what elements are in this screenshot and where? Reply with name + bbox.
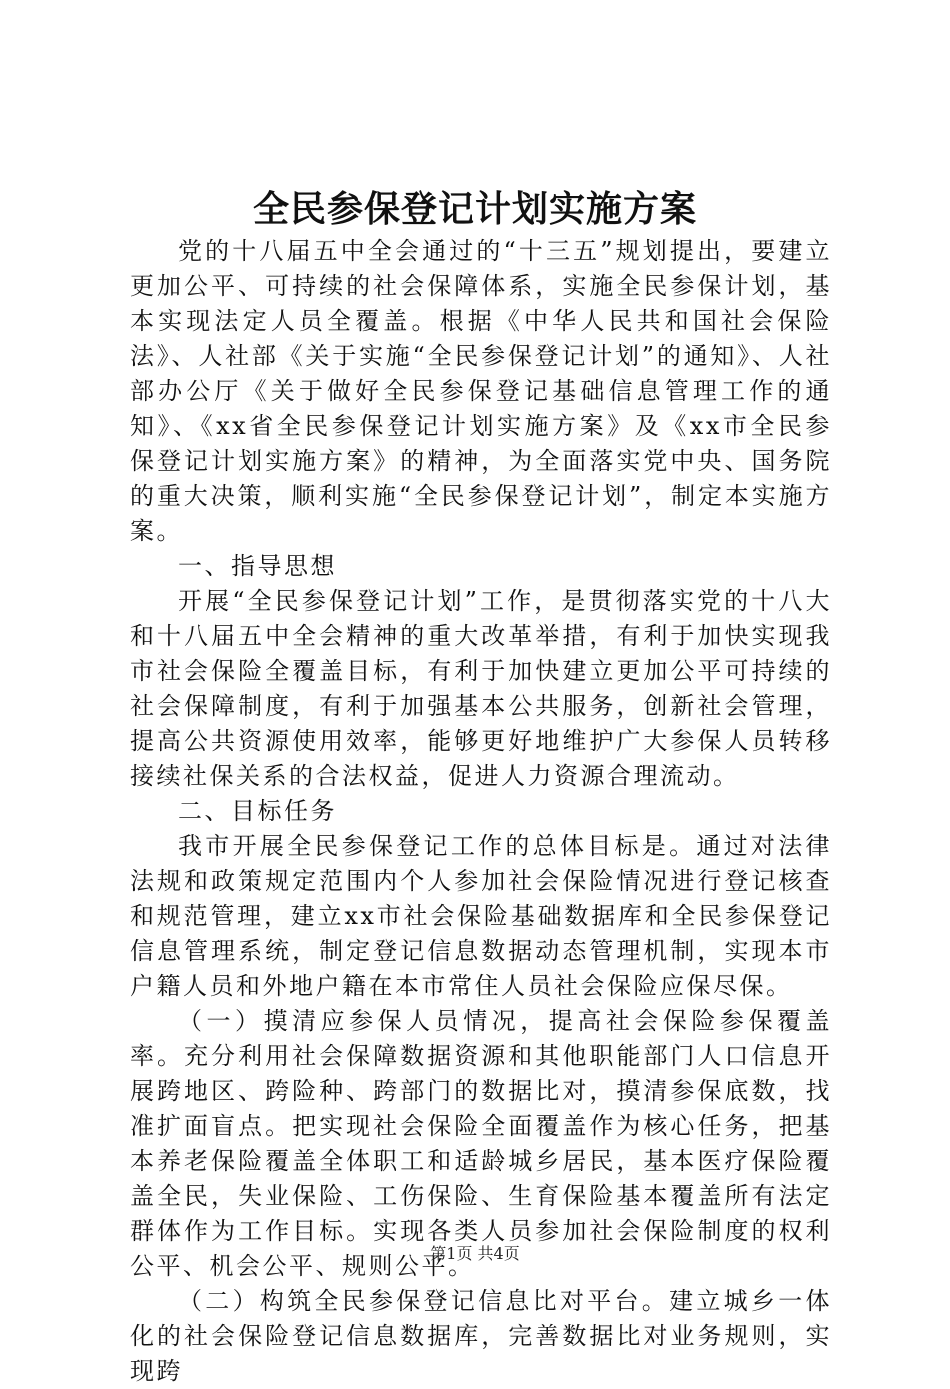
subsection-two-paragraph: （二）构筑全民参保登记信息比对平台。建立城乡一体化的社会保险登记信息数据库，完善数据比对业务规则，实现跨	[130, 1287, 832, 1385]
document-body	[130, 234, 832, 1389]
section-heading-guiding-ideology: 一、指导思想	[178, 552, 337, 580]
guiding-ideology-paragraph: 开展“全民参保登记计划”工作，是贯彻落实党的十八大和十八届五中全会精神的重大改革举措，有利于加快实现我市社会保险全覆盖目标，有利于加快建立更加公平可持续的社会保障制度，有利于加强基本公共服务，创新社会管理，提高公共资源使用效率，能够更好地维护广大参保人员转移接续社保关系的合法权益，促进人力资源合理流动。	[130, 587, 832, 790]
subsection-one-paragraph: （一）摸清应参保人员情况，提高社会保险参保覆盖率。充分利用社会保障数据资源和其他职能部门人口信息开展跨地区、跨险种、跨部门的数据比对，摸清参保底数，找准扩面盲点。把实现社会保险全面覆盖作为核心任务，把基本养老保险覆盖全体职工和适龄城乡居民，基本医疗保险覆盖全民，失业保险、工伤保险、生育保险基本覆盖所有法定群体作为工作目标。实现各类人员参加社会保险制度的权利公平、机会公平、规则公平。	[130, 1007, 832, 1280]
intro-paragraph: 党的十八届五中全会通过的“十三五”规划提出，要建立更加公平、可持续的社会保障体系，实施全民参保计划，基本实现法定人员全覆盖。根据《中华人民共和国社会保险法》、人社部《关于实施“全民参保登记计划”的通知》、人社部办公厅《关于做好全民参保登记基础信息管理工作的通知》、《xx省全民参保登记计划实施方案》及《xx市全民参保登记计划实施方案》的精神，为全面落实党中央、国务院的重大决策，顺利实施“全民参保登记计划”，制定本实施方案。	[130, 237, 832, 545]
objectives-paragraph: 我市开展全民参保登记工作的总体目标是。通过对法律法规和政策规定范围内个人参加社会保险情况进行登记核查和规范管理，建立xx市社会保险基础数据库和全民参保登记信息管理系统，制定登记信息数据动态管理机制，实现本市户籍人员和外地户籍在本市常住人员社会保险应保尽保。	[130, 832, 832, 1000]
page-number-footer: 第1页 共4页	[430, 1244, 520, 1263]
section-heading-objectives: 二、目标任务	[178, 797, 337, 825]
document-title: 全民参保登记计划实施方案	[252, 188, 697, 230]
